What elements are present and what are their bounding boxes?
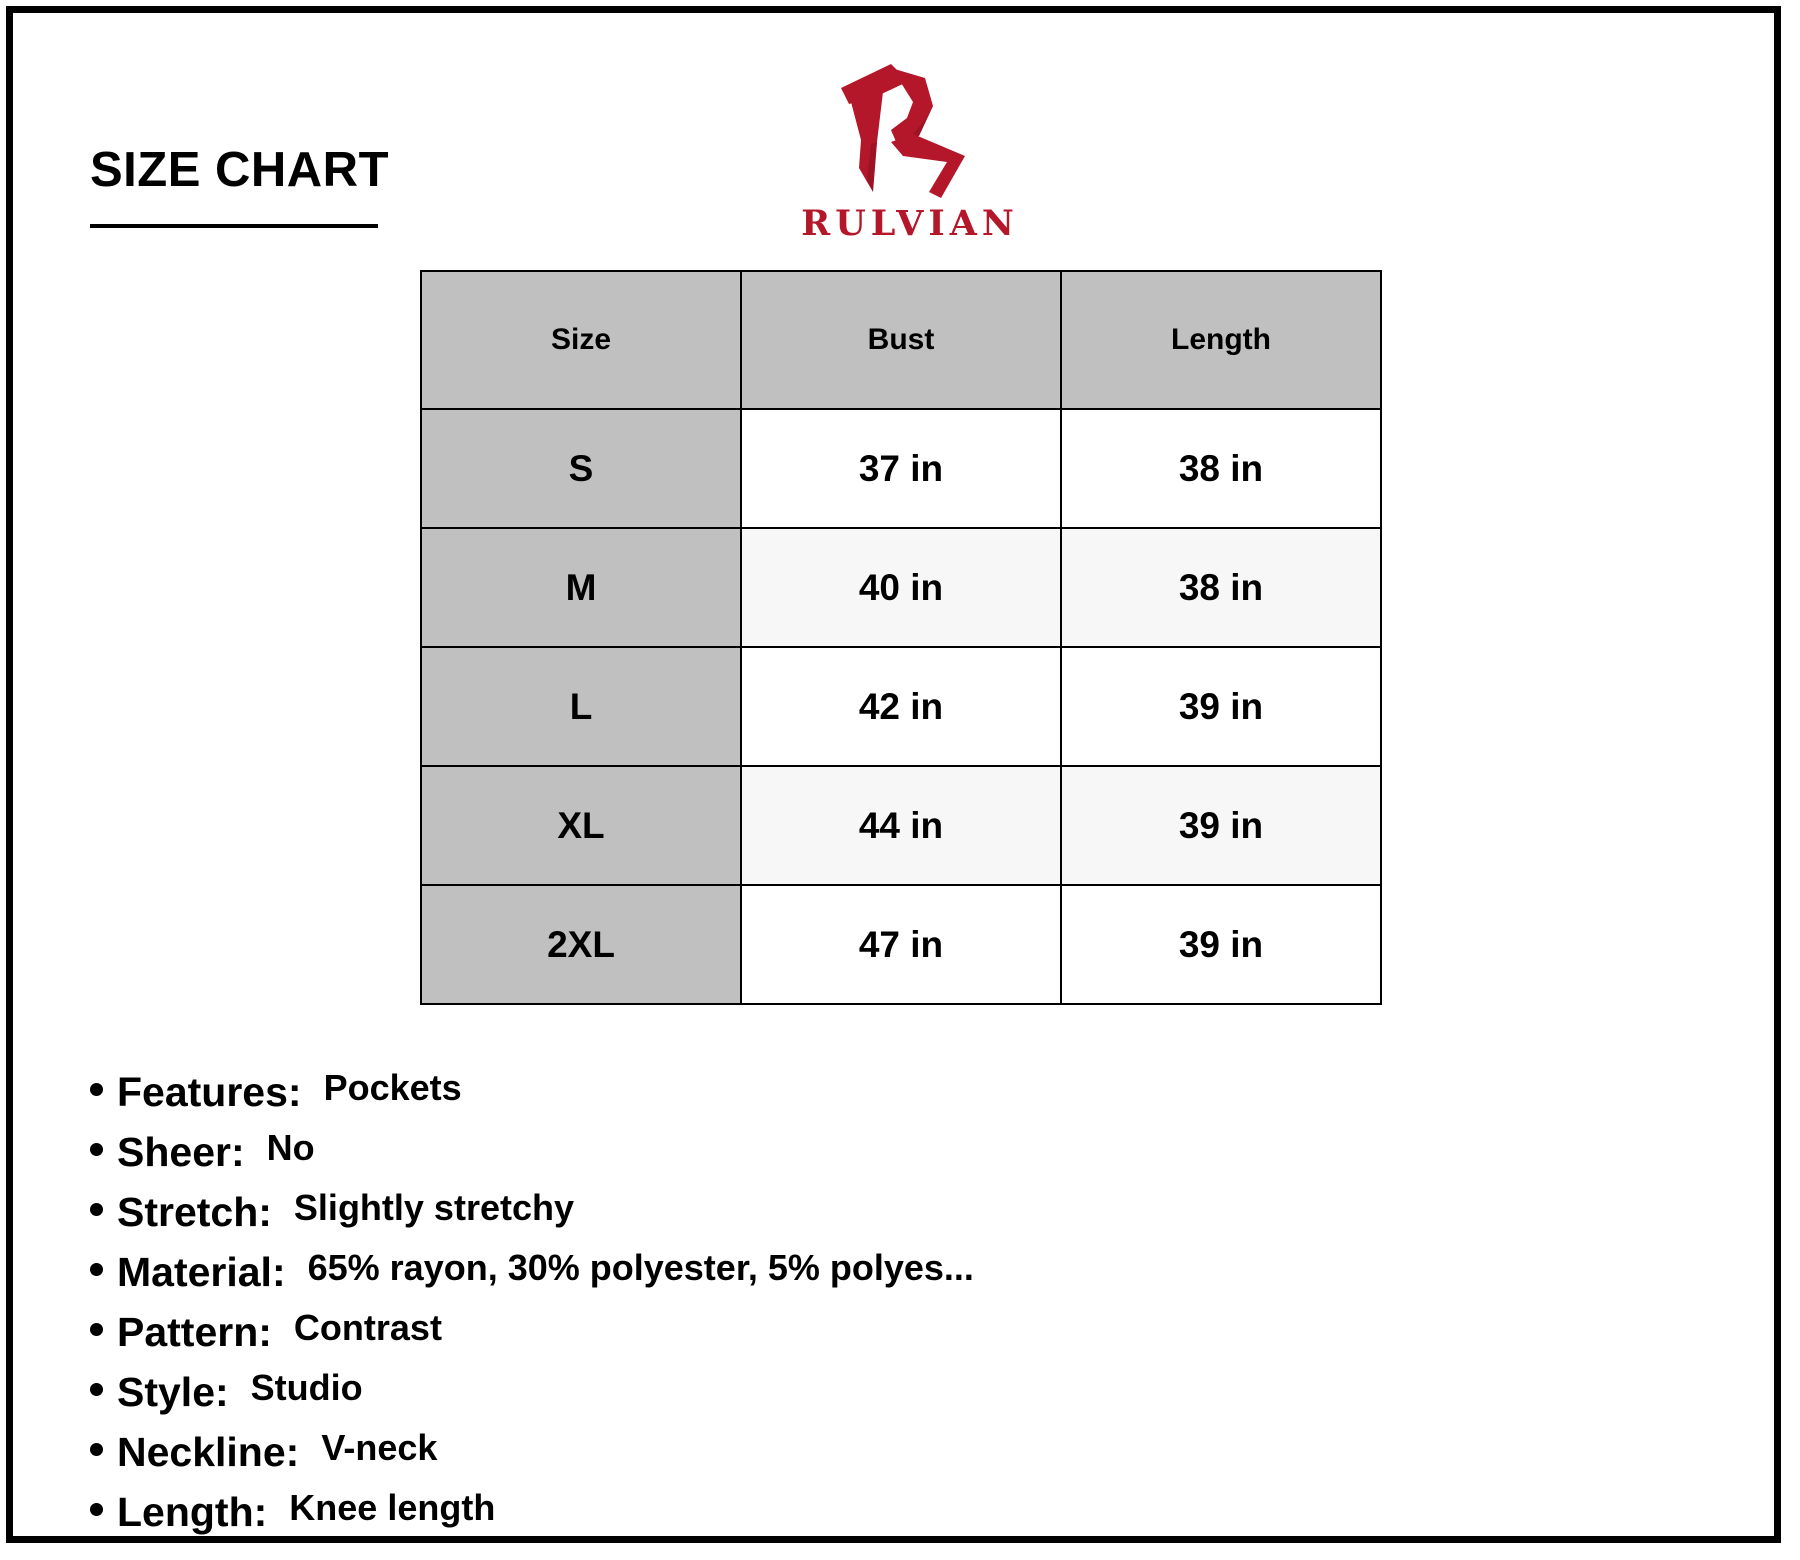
spec-item-pattern	[90, 1302, 974, 1362]
bust-cell: 37 in	[741, 409, 1061, 528]
spec-value: V-neck	[321, 1427, 438, 1468]
spec-item-stretch	[90, 1182, 974, 1242]
bullet-icon	[90, 1383, 103, 1396]
bullet-icon	[90, 1203, 103, 1216]
bust-cell: 44 in	[741, 766, 1061, 885]
spec-label: Stretch:	[117, 1188, 272, 1235]
length-cell: 39 in	[1061, 647, 1381, 766]
length-cell: 38 in	[1061, 528, 1381, 647]
spec-value: Contrast	[293, 1307, 442, 1348]
size-cell: XL	[421, 766, 741, 885]
spec-item-length	[90, 1482, 974, 1542]
bullet-icon	[90, 1143, 103, 1156]
spec-list	[90, 1062, 974, 1542]
spec-value: No	[266, 1127, 315, 1168]
spec-value: Pockets	[323, 1067, 462, 1108]
size-table	[420, 270, 1382, 1005]
title-block	[90, 143, 389, 228]
spec-item-style	[90, 1362, 974, 1422]
spec-label: Features:	[117, 1068, 302, 1115]
size-cell: S	[421, 409, 741, 528]
bullet-icon	[90, 1503, 103, 1516]
brand-name: RULVIAN	[801, 203, 1019, 244]
table-row	[421, 766, 1381, 885]
spec-value: Studio	[250, 1367, 363, 1408]
column-header-size: Size	[421, 271, 741, 409]
spec-item-sheer	[90, 1122, 974, 1182]
r-monogram-icon	[833, 60, 968, 200]
table-header-row	[421, 271, 1381, 409]
table-row	[421, 409, 1381, 528]
bullet-icon	[90, 1083, 103, 1096]
size-cell: L	[421, 647, 741, 766]
spec-label: Style:	[117, 1368, 229, 1415]
spec-label: Material:	[117, 1248, 286, 1295]
spec-item-material	[90, 1242, 974, 1302]
spec-label: Pattern:	[117, 1308, 272, 1355]
bust-cell: 47 in	[741, 885, 1061, 1004]
length-cell: 38 in	[1061, 409, 1381, 528]
table-row	[421, 647, 1381, 766]
spec-value: Knee length	[289, 1487, 496, 1528]
bullet-icon	[90, 1263, 103, 1276]
spec-item-features	[90, 1062, 974, 1122]
brand-logo	[770, 60, 1050, 250]
bust-cell: 40 in	[741, 528, 1061, 647]
page-title: SIZE CHART	[90, 143, 389, 197]
spec-label: Length:	[117, 1488, 268, 1535]
spec-label: Neckline:	[117, 1428, 300, 1475]
spec-item-neckline	[90, 1422, 974, 1482]
size-cell: M	[421, 528, 741, 647]
column-header-length: Length	[1061, 271, 1381, 409]
bullet-icon	[90, 1323, 103, 1336]
length-cell: 39 in	[1061, 766, 1381, 885]
bullet-icon	[90, 1443, 103, 1456]
title-underline	[90, 224, 378, 228]
spec-value: 65% rayon, 30% polyester, 5% polyes...	[307, 1247, 974, 1288]
column-header-bust: Bust	[741, 271, 1061, 409]
spec-value: Slightly stretchy	[293, 1187, 574, 1228]
length-cell: 39 in	[1061, 885, 1381, 1004]
size-cell: 2XL	[421, 885, 741, 1004]
table-row	[421, 528, 1381, 647]
spec-label: Sheer:	[117, 1128, 245, 1175]
table-row	[421, 885, 1381, 1004]
bust-cell: 42 in	[741, 647, 1061, 766]
